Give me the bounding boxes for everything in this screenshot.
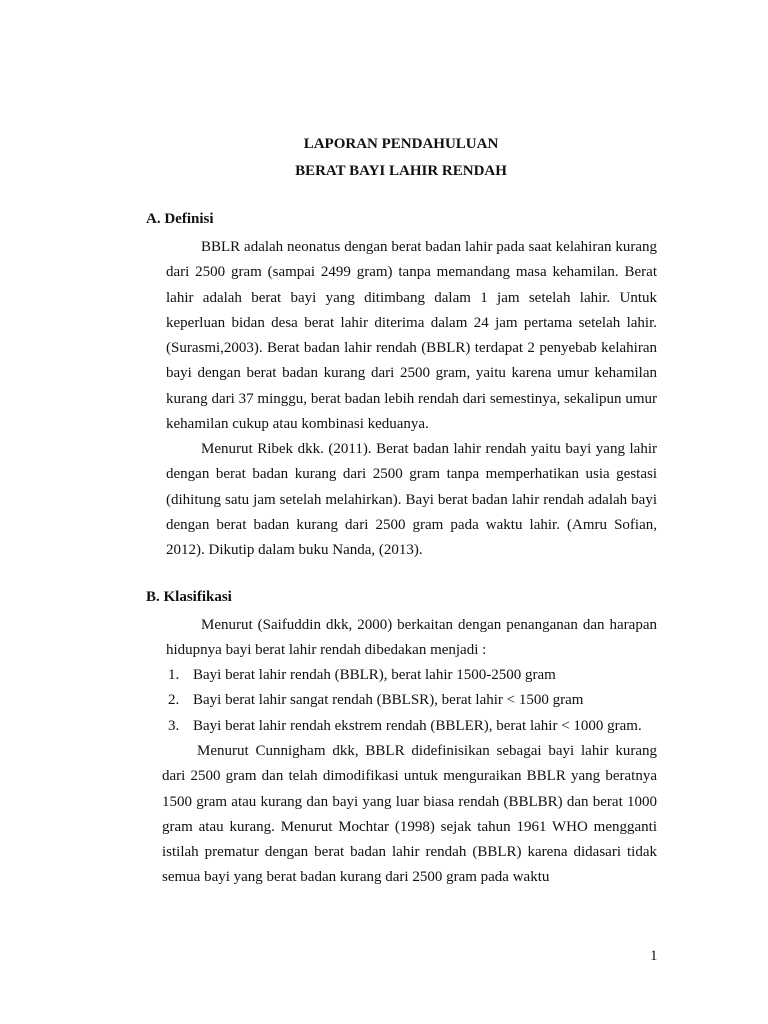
list-item	[168, 663, 642, 688]
document-title-line1: LAPORAN PENDAHULUAN	[303, 136, 499, 152]
list-item-number: 2.	[168, 692, 180, 709]
list-item-number: 1.	[168, 667, 180, 683]
list-item	[168, 714, 642, 739]
section-a-paragraph-2: Menurut Ribek dkk. (2011). Berat badan lahir rendah yaitu bayi yang lahir dengan berat badan kurang dari 2500 gram tanpa memperhatikan usia gestasi (dihitung satu jam setelah melahirkan). Bayi berat badan lahir rendah adalah bayi dengan berat badan kurang dari 2500 gram pada waktu lahir. (Amru Sofian, 2012). Dikutip dalam buku Nanda, (2013).	[166, 441, 657, 559]
list-item-number: 3.	[168, 717, 180, 734]
classification-list	[168, 663, 642, 739]
list-item-text: Bayi berat lahir sangat rendah (BBLSR), berat lahir < 1500 gram	[193, 692, 584, 709]
document-title-line2: BERAT BAYI LAHIR RENDAH	[295, 163, 507, 179]
list-item	[168, 688, 642, 713]
section-a-paragraph-1: BBLR adalah neonatus dengan berat badan lahir pada saat kelahiran kurang dari 2500 gram (sampai 2499 gram) tanpa memandang masa kehamilan. Berat lahir adalah berat bayi yang ditimbang dalam 1 jam setelah lahir. Untuk keperluan bidan desa berat lahir diterima dalam 24 jam pertama setelah lahir.(Surasmi,2003). Berat badan lahir rendah (BBLR) terdapat 2 penyebab kelahiran bayi dengan berat badan kurang dari 2500 gram, yaitu karena umur kehamilan kurang dari 37 minggu, berat badan lebih rendah dari semestinya, sekalipun umur kehamilan cukup atau kombinasi keduanya.	[166, 239, 657, 433]
section-b-intro: Menurut (Saifuddin dkk, 2000) berkaitan dengan penanganan dan harapan hidupnya bayi berat lahir rendah dibedakan menjadi :	[166, 617, 657, 659]
section-b-paragraph: Menurut Cunnigham dkk, BBLR didefinisikan sebagai bayi lahir kurang dari 2500 gram dan telah dimodifikasi untuk menguraikan BBLR yang beratnya 1500 gram atau kurang dan bayi yang luar biasa rendah (BBLBR) dan berat 1000 gram atau kurang. Menurut Mochtar (1998) sejak tahun 1961 WHO mengganti istilah prematur dengan berat badan lahir rendah (BBLR) karena didasari tidak semua bayi yang berat badan kurang dari 2500 gram pada waktu	[162, 743, 657, 886]
list-item-text: Bayi berat lahir rendah ekstrem rendah (BBLER), berat lahir < 1000 gram.	[193, 717, 642, 734]
page-number: 1	[650, 948, 658, 964]
list-item-text: Bayi berat lahir rendah (BBLR), berat lahir 1500-2500 gram	[193, 667, 556, 683]
section-b-heading: B. Klasifikasi	[146, 589, 232, 605]
section-a-heading: A. Definisi	[146, 211, 214, 227]
